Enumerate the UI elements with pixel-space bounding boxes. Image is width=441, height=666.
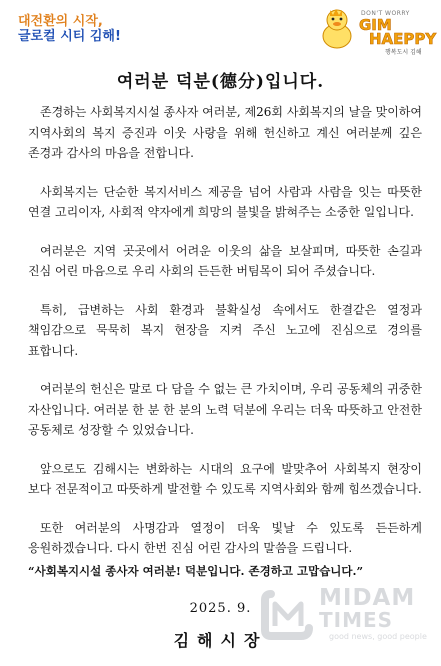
paragraph-2: 사회복지는 단순한 복지서비스 제공을 넘어 사람과 사람을 잇는 따뜻한 연결 고리이자, 사회적 약자에게 희망의 불빛을 밝혀주는 소중한 일입니다. bbox=[28, 184, 422, 219]
midam-times-watermark bbox=[261, 584, 433, 646]
paragraph-6: 앞으로도 김해시는 변화하는 시대의 요구에 발맞추어 사회복지 현장이 보다 전문적이고 따뜻하게 발전할 수 있도록 지역사회와 함께 힘쓰겠습니다. bbox=[28, 461, 422, 496]
logo-tagline: DON'T WORRY bbox=[361, 10, 410, 17]
paragraph-7: 또한 여러분의 사명감과 열정이 더욱 빛날 수 있도록 든든하게 응원하겠습니다. 다시 한번 진심 어린 감사의 말씀을 드립니다. bbox=[28, 520, 422, 555]
logo-word-haeppy: HAEPPY bbox=[369, 30, 437, 48]
letter-body bbox=[28, 102, 422, 559]
signer-name: 김해시장 bbox=[173, 631, 268, 650]
watermark-slogan: good news, good people bbox=[329, 632, 427, 641]
closing-quote: “사회복지시설 종사자 여러분! 덕분입니다. 존경하고 고맙습니다.” bbox=[28, 564, 364, 578]
watermark-times: TIMES bbox=[319, 608, 394, 632]
slogan-line-2: 글로컬 시티 김해! bbox=[18, 29, 121, 44]
city-slogan bbox=[18, 14, 121, 44]
logo-word-gim: GIM bbox=[359, 16, 392, 34]
watermark-midam: MIDAM bbox=[319, 585, 416, 611]
paragraph-1: 존경하는 사회복지시설 종사자 여러분, 제26회 사회복지의 날을 맞이하여 지역사회의 복지 증진과 이웃 사랑을 위해 헌신하고 계신 여러분께 깊은 존경과 감사의 마음을 전합니다. bbox=[28, 105, 422, 160]
paragraph-5: 여러분의 헌신은 말로 다 담을 수 없는 큰 가치이며, 우리 공동체의 귀중한 자산입니다. 여러분 한 분 한 분의 노력 덕분에 우리는 더욱 따뜻하고 안전한 공동체로 성장할 수 있었습니다. bbox=[28, 382, 422, 437]
paragraph-3: 여러분은 지역 곳곳에서 어려운 이웃의 삶을 보살피며, 따뜻한 손길과 진심 어린 마음으로 우리 사회의 든든한 버팀목이 되어 주셨습니다. bbox=[28, 243, 422, 278]
logo-subtitle: 행복도시 김해 bbox=[385, 49, 422, 56]
paragraph-4: 특히, 급변하는 사회 환경과 불확실성 속에서도 한결같은 열정과 책임감으로 묵묵히 복지 현장을 지켜 주신 노고에 진심으로 경의를 표합니다. bbox=[28, 302, 422, 358]
midam-logo-icon bbox=[261, 588, 315, 642]
mascot-duck-icon bbox=[317, 6, 361, 52]
slogan-line-1: 대전환의 시작, bbox=[18, 14, 103, 29]
gimhaeppy-logo bbox=[317, 6, 437, 56]
letter-date: 2025. 9. bbox=[189, 601, 252, 616]
letter-title: 여러분 덕분(德分)입니다. bbox=[116, 72, 325, 92]
